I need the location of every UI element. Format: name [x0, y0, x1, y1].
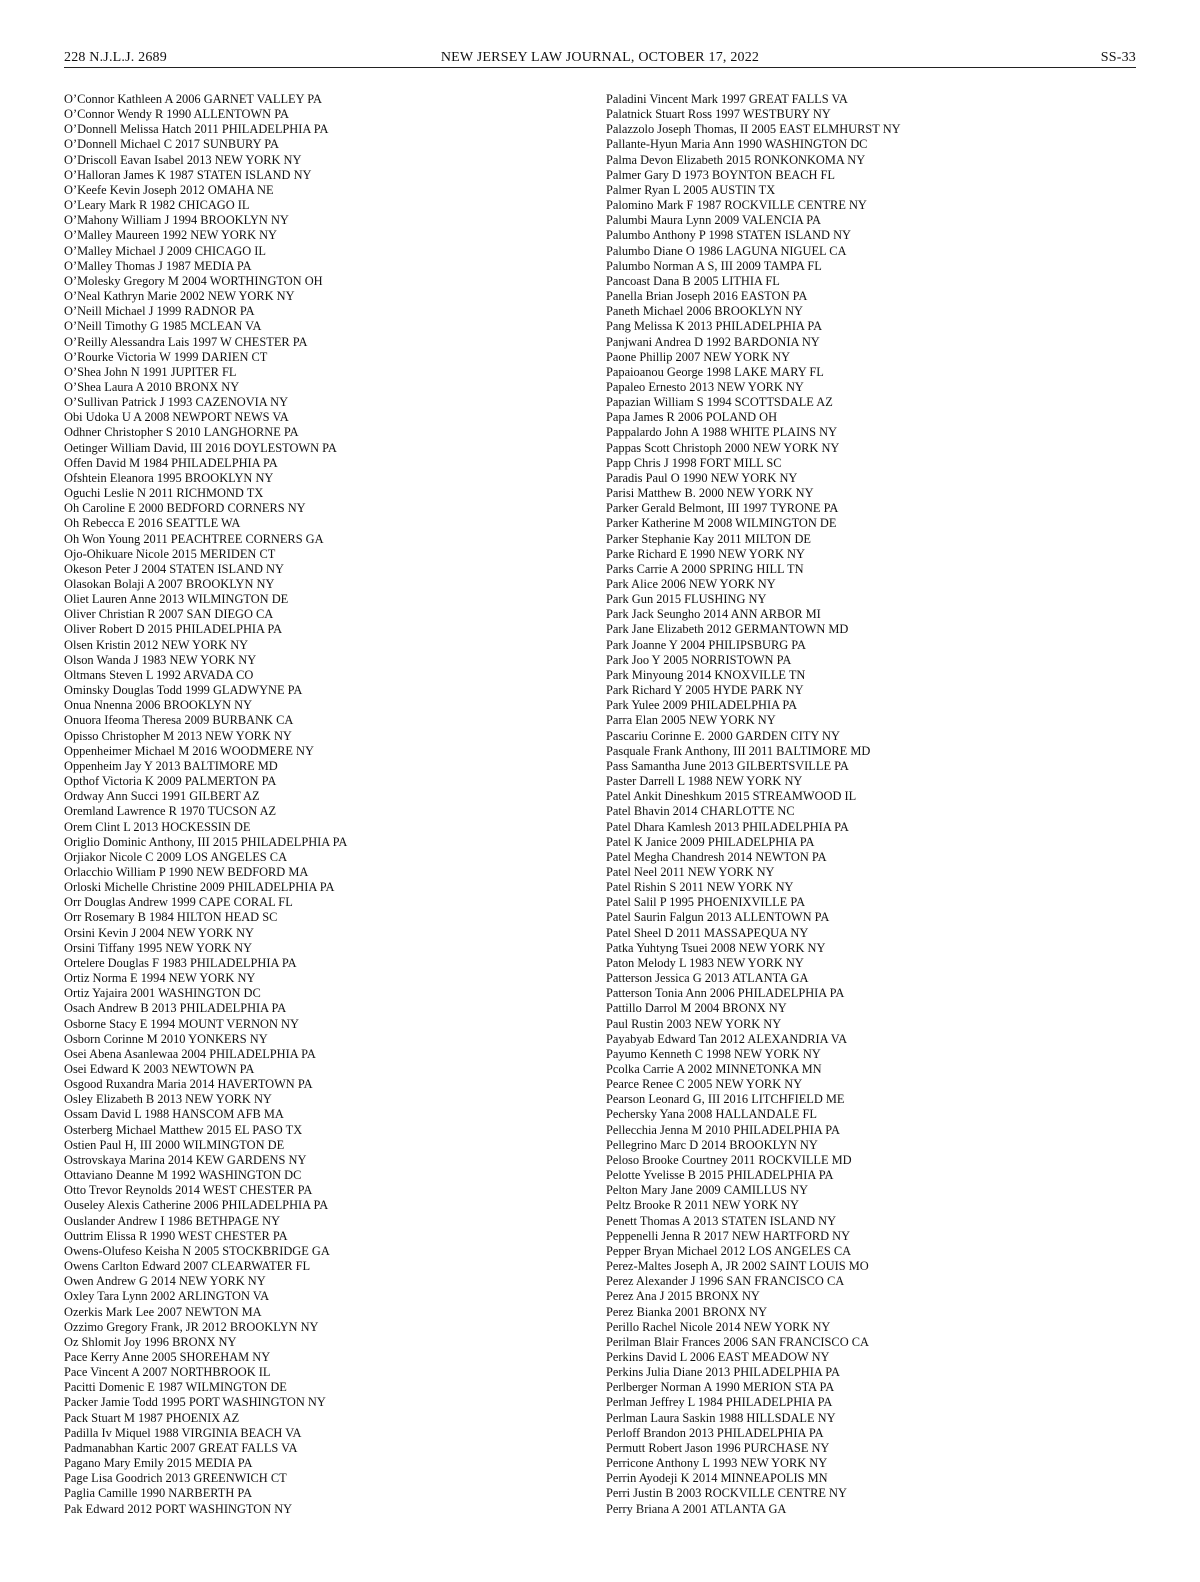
directory-entry: Oetinger William David, III 2016 DOYLESTOWN PA — [64, 440, 337, 455]
directory-entry: Oppenheimer Michael M 2016 WOODMERE NY — [64, 743, 314, 758]
directory-entry: Pellecchia Jenna M 2010 PHILADELPHIA PA — [606, 1122, 840, 1137]
directory-entry: O’Keefe Kevin Joseph 2012 OMAHA NE — [64, 182, 274, 197]
directory-entry: Orr Douglas Andrew 1999 CAPE CORAL FL — [64, 895, 293, 910]
directory-entry: O’Shea Laura A 2010 BRONX NY — [64, 379, 240, 394]
directory-entry: Orloski Michelle Christine 2009 PHILADELPHIA PA — [64, 880, 335, 895]
directory-entry: Obi Udoka U A 2008 NEWPORT NEWS VA — [64, 410, 289, 425]
directory-entry: Patel Saurin Falgun 2013 ALLENTOWN PA — [606, 910, 830, 925]
directory-entry: Palumbi Maura Lynn 2009 VALENCIA PA — [606, 213, 821, 228]
directory-entry: Palmer Ryan L 2005 AUSTIN TX — [606, 182, 776, 197]
directory-entry: Ominsky Douglas Todd 1999 GLADWYNE PA — [64, 683, 303, 698]
directory-entry: Park Alice 2006 NEW YORK NY — [606, 577, 776, 591]
directory-entry: Parke Richard E 1990 NEW YORK NY — [606, 546, 805, 561]
directory-entry: Patterson Tonia Ann 2006 PHILADELPHIA PA — [606, 986, 845, 1001]
directory-entry: O’Neill Michael J 1999 RADNOR PA — [64, 304, 255, 319]
directory-entry: Papp Chris J 1998 FORT MILL SC — [606, 455, 782, 470]
directory-entry: Papaioanou George 1998 LAKE MARY FL — [606, 364, 824, 379]
directory-entry: Owens Carlton Edward 2007 CLEARWATER FL — [64, 1259, 311, 1274]
directory-entry: Pappalardo John A 1988 WHITE PLAINS NY — [606, 425, 838, 440]
directory-entry: Ojo-Ohikuare Nicole 2015 MERIDEN CT — [64, 546, 276, 561]
directory-entry: Owens-Olufeso Keisha N 2005 STOCKBRIDGE GA — [64, 1243, 330, 1258]
directory-entry: Perlman Jeffrey L 1984 PHILADELPHIA PA — [606, 1395, 833, 1410]
directory-entry: Pallante-Hyun Maria Ann 1990 WASHINGTON DC — [606, 137, 868, 152]
directory-entry: Pellegrino Marc D 2014 BROOKLYN NY — [606, 1137, 818, 1152]
directory-entry: Parisi Matthew B. 2000 NEW YORK NY — [606, 486, 814, 501]
directory-entry: Page Lisa Goodrich 2013 GREENWICH CT — [64, 1471, 287, 1486]
directory-entry: Orlacchio William P 1990 NEW BEDFORD MA — [64, 864, 309, 879]
directory-entry: Peppenelli Jenna R 2017 NEW HARTFORD NY — [606, 1228, 851, 1243]
directory-entry: Pace Vincent A 2007 NORTHBROOK IL — [64, 1365, 271, 1380]
directory-entry: Pattillo Darrol M 2004 BRONX NY — [606, 1001, 787, 1016]
directory-entry: Paul Rustin 2003 NEW YORK NY — [606, 1016, 782, 1031]
header-rule — [64, 67, 1136, 68]
directory-entry: Pagano Mary Emily 2015 MEDIA PA — [64, 1456, 253, 1471]
page-header — [64, 50, 1136, 68]
directory-entry: Ouseley Alexis Catherine 2006 PHILADELPHIA PA — [64, 1198, 329, 1213]
directory-entry: Opthof Victoria K 2009 PALMERTON PA — [64, 774, 277, 789]
directory-entry: Palomino Mark F 1987 ROCKVILLE CENTRE NY — [606, 198, 867, 213]
directory-entry: Orjiakor Nicole C 2009 LOS ANGELES CA — [64, 849, 288, 864]
directory-entry: Outtrim Elissa R 1990 WEST CHESTER PA — [64, 1228, 288, 1243]
directory-entry: Oxley Tara Lynn 2002 ARLINGTON VA — [64, 1289, 270, 1304]
directory-entry: Osley Elizabeth B 2013 NEW YORK NY — [64, 1092, 272, 1107]
directory-entry: O’Halloran James K 1987 STATEN ISLAND NY — [64, 167, 312, 182]
directory-entry: Patel Ankit Dineshkum 2015 STREAMWOOD IL — [606, 789, 857, 804]
directory-entry: Patel Neel 2011 NEW YORK NY — [606, 864, 775, 879]
directory-entry: O’Donnell Melissa Hatch 2011 PHILADELPHIA PA — [64, 122, 329, 137]
directory-entry: Perlman Laura Saskin 1988 HILLSDALE NY — [606, 1410, 836, 1425]
directory-entry: Pacitti Domenic E 1987 WILMINGTON DE — [64, 1380, 287, 1395]
directory-entry: Ostrovskaya Marina 2014 KEW GARDENS NY — [64, 1152, 307, 1167]
directory-entry: Osterberg Michael Matthew 2015 EL PASO TX — [64, 1122, 303, 1137]
directory-entry: Olsen Kristin 2012 NEW YORK NY — [64, 637, 249, 652]
directory-entry: Palatnick Stuart Ross 1997 WESTBURY NY — [606, 107, 831, 122]
directory-entry: Orr Rosemary B 1984 HILTON HEAD SC — [64, 910, 278, 925]
directory-entry: O’Malley Michael J 2009 CHICAGO IL — [64, 243, 267, 258]
directory-entry: Offen David M 1984 PHILADELPHIA PA — [64, 455, 278, 470]
directory-entry: Osei Abena Asanlewaa 2004 PHILADELPHIA PA — [64, 1046, 316, 1061]
directory-entry: Pack Stuart M 1987 PHOENIX AZ — [64, 1410, 240, 1425]
directory-entry: Perkins Julia Diane 2013 PHILADELPHIA PA — [606, 1365, 840, 1380]
directory-entry: Parker Katherine M 2008 WILMINGTON DE — [606, 516, 837, 531]
directory-entry: Patel Rishin S 2011 NEW YORK NY — [606, 880, 794, 895]
directory-entry: Peloso Brooke Courtney 2011 ROCKVILLE MD — [606, 1152, 852, 1167]
directory-entry: Oppenheim Jay Y 2013 BALTIMORE MD — [64, 758, 278, 773]
directory-entry: Owen Andrew G 2014 NEW YORK NY — [64, 1274, 266, 1289]
directory-entry: Papazian William S 1994 SCOTTSDALE AZ — [606, 395, 833, 410]
directory-entry: Patel Megha Chandresh 2014 NEWTON PA — [606, 849, 827, 864]
directory-entry: Ortiz Yajaira 2001 WASHINGTON DC — [64, 986, 261, 1001]
directory-entry: Odhner Christopher S 2010 LANGHORNE PA — [64, 425, 299, 440]
directory-entry: Perrin Ayodeji K 2014 MINNEAPOLIS MN — [606, 1471, 828, 1486]
directory-entry: Oliver Christian R 2007 SAN DIEGO CA — [64, 607, 274, 622]
directory-entry: Orem Clint L 2013 HOCKESSIN DE — [64, 819, 251, 834]
directory-entry: Ostien Paul H, III 2000 WILMINGTON DE — [64, 1137, 285, 1152]
publication-title: NEW JERSEY LAW JOURNAL, OCTOBER 17, 2022 — [440, 50, 760, 65]
directory-entry: Patterson Jessica G 2013 ATLANTA GA — [606, 971, 809, 986]
directory-entry: Palumbo Diane O 1986 LAGUNA NIGUEL CA — [606, 243, 847, 258]
directory-entry: Pelotte Yvelisse B 2015 PHILADELPHIA PA — [606, 1168, 834, 1183]
directory-entry: Patka Yuhtyng Tsuei 2008 NEW YORK NY — [606, 940, 826, 955]
directory-entry: Padilla Iv Miquel 1988 VIRGINIA BEACH VA — [64, 1425, 302, 1440]
directory-entry: Okeson Peter J 2004 STATEN ISLAND NY — [64, 561, 284, 576]
directory-entry: Panella Brian Joseph 2016 EASTON PA — [606, 289, 808, 304]
directory-entry: Onuora Ifeoma Theresa 2009 BURBANK CA — [64, 713, 294, 728]
directory-entry: Patel Salil P 1995 PHOENIXVILLE PA — [606, 895, 806, 910]
directory-entry: Patel K Janice 2009 PHILADELPHIA PA — [606, 834, 815, 849]
directory-entry: O’Neal Kathryn Marie 2002 NEW YORK NY — [64, 289, 295, 304]
directory-entry: Orsini Tiffany 1995 NEW YORK NY — [64, 940, 253, 955]
directory-entry: Ottaviano Deanne M 1992 WASHINGTON DC — [64, 1168, 302, 1183]
directory-entry: Ortelere Douglas F 1983 PHILADELPHIA PA — [64, 955, 297, 970]
directory-entry: Perri Justin B 2003 ROCKVILLE CENTRE NY — [606, 1486, 847, 1501]
directory-entry: Pancoast Dana B 2005 LITHIA FL — [606, 273, 780, 288]
directory-entry: Paglia Camille 1990 NARBERTH PA — [64, 1486, 253, 1501]
directory-entry: Opisso Christopher M 2013 NEW YORK NY — [64, 728, 292, 743]
directory-entry: Payumo Kenneth C 1998 NEW YORK NY — [606, 1046, 821, 1061]
directory-entry: Osei Edward K 2003 NEWTOWN PA — [64, 1062, 255, 1076]
volume-citation: 228 N.J.L.J. 2689 — [64, 50, 167, 65]
directory-entry: Palumbo Anthony P 1998 STATEN ISLAND NY — [606, 228, 851, 243]
directory-entry: Oliver Robert D 2015 PHILADELPHIA PA — [64, 622, 283, 637]
directory-entry: Ortiz Norma E 1994 NEW YORK NY — [64, 971, 256, 986]
directory-entry: Paradis Paul O 1990 NEW YORK NY — [606, 470, 798, 485]
directory-entry: Palma Devon Elizabeth 2015 RONKONKOMA NY — [606, 152, 866, 167]
directory-entry: Permutt Robert Jason 1996 PURCHASE NY — [606, 1440, 830, 1455]
directory-entry: O’Rourke Victoria W 1999 DARIEN CT — [64, 349, 268, 364]
directory-entry: Pearson Leonard G, III 2016 LITCHFIELD ME — [606, 1092, 845, 1107]
directory-entry: Pasquale Frank Anthony, III 2011 BALTIMORE MD — [606, 743, 871, 758]
directory-entry: Origlio Dominic Anthony, III 2015 PHILADELPHIA PA — [64, 834, 348, 849]
directory-entry: Pappas Scott Christoph 2000 NEW YORK NY — [606, 440, 840, 455]
directory-entry: Paton Melody L 1983 NEW YORK NY — [606, 955, 804, 970]
directory-entry: Palazzolo Joseph Thomas, II 2005 EAST ELMHURST NY — [606, 122, 901, 137]
directory-entry: Pace Kerry Anne 2005 SHOREHAM NY — [64, 1349, 271, 1364]
directory-entry: Pepper Bryan Michael 2012 LOS ANGELES CA — [606, 1243, 852, 1258]
directory-entry: O’Malley Maureen 1992 NEW YORK NY — [64, 228, 278, 243]
directory-entry: Orsini Kevin J 2004 NEW YORK NY — [64, 925, 254, 940]
directory-entry: O’Molesky Gregory M 2004 WORTHINGTON OH — [64, 273, 323, 288]
directory-entry: Park Jack Seungho 2014 ANN ARBOR MI — [606, 607, 821, 622]
page-number: SS-33 — [1100, 50, 1136, 65]
directory-entry: O’Donnell Michael C 2017 SUNBURY PA — [64, 137, 279, 152]
directory-entry: Perloff Brandon 2013 PHILADELPHIA PA — [606, 1425, 824, 1440]
directory-entry: Paone Phillip 2007 NEW YORK NY — [606, 349, 791, 364]
directory-entry: Pelton Mary Jane 2009 CAMILLUS NY — [606, 1183, 809, 1198]
directory-entry: Parker Stephanie Kay 2011 MILTON DE — [606, 531, 811, 546]
directory-entry: Patel Dhara Kamlesh 2013 PHILADELPHIA PA — [606, 819, 849, 834]
directory-entry: O’Shea John N 1991 JUPITER FL — [64, 364, 237, 379]
directory-entry: Pang Melissa K 2013 PHILADELPHIA PA — [606, 319, 823, 334]
directory-entry: Oremland Lawrence R 1970 TUCSON AZ — [64, 804, 277, 819]
directory-entry: Olson Wanda J 1983 NEW YORK NY — [64, 652, 257, 667]
directory-entry: O’Connor Kathleen A 2006 GARNET VALLEY PA — [64, 92, 322, 106]
directory-entry: Pass Samantha June 2013 GILBERTSVILLE PA — [606, 758, 849, 773]
directory-entry: Palmer Gary D 1973 BOYNTON BEACH FL — [606, 167, 835, 182]
directory-entry: O’Mahony William J 1994 BROOKLYN NY — [64, 213, 289, 228]
directory-entry: Ordway Ann Succi 1991 GILBERT AZ — [64, 789, 260, 804]
directory-entry: Oh Caroline E 2000 BEDFORD CORNERS NY — [64, 501, 306, 516]
directory-entry: Ofshtein Eleanora 1995 BROOKLYN NY — [64, 470, 274, 485]
directory-entry: Penett Thomas A 2013 STATEN ISLAND NY — [606, 1213, 837, 1228]
directory-entry: Ozzimo Gregory Frank, JR 2012 BROOKLYN NY — [64, 1319, 319, 1334]
directory-entry: Oh Rebecca E 2016 SEATTLE WA — [64, 516, 241, 531]
directory-entry: Oh Won Young 2011 PEACHTREE CORNERS GA — [64, 531, 324, 546]
directory-entry: Olasokan Bolaji A 2007 BROOKLYN NY — [64, 577, 275, 591]
directory-entry: Perkins David L 2006 EAST MEADOW NY — [606, 1349, 830, 1364]
directory-entry: Ouslander Andrew I 1986 BETHPAGE NY — [64, 1213, 281, 1228]
directory-entry: Perlberger Norman A 1990 MERION STA PA — [606, 1380, 835, 1395]
directory-entry: Payabyab Edward Tan 2012 ALEXANDRIA VA — [606, 1031, 848, 1046]
directory-entry: Perry Briana A 2001 ATLANTA GA — [606, 1501, 787, 1516]
directory-entry: Pearce Renee C 2005 NEW YORK NY — [606, 1077, 803, 1092]
directory-entry: O’Sullivan Patrick J 1993 CAZENOVIA NY — [64, 395, 289, 410]
directory-entry: Packer Jamie Todd 1995 PORT WASHINGTON NY — [64, 1395, 326, 1410]
directory-entry: Otto Trevor Reynolds 2014 WEST CHESTER PA — [64, 1183, 313, 1198]
directory-entry: Perricone Anthony L 1993 NEW YORK NY — [606, 1456, 828, 1471]
directory-entry: Papa James R 2006 POLAND OH — [606, 410, 778, 425]
directory-entry: Osborne Stacy E 1994 MOUNT VERNON NY — [64, 1016, 299, 1031]
directory-entry: Park Jane Elizabeth 2012 GERMANTOWN MD — [606, 622, 849, 637]
directory-entry: Onua Nnenna 2006 BROOKLYN NY — [64, 698, 253, 713]
directory-entry: Patel Bhavin 2014 CHARLOTTE NC — [606, 804, 795, 819]
directory-entry: Pak Edward 2012 PORT WASHINGTON NY — [64, 1501, 293, 1516]
directory-entry: O’Reilly Alessandra Lais 1997 W CHESTER PA — [64, 334, 308, 349]
directory-entry: Perillo Rachel Nicole 2014 NEW YORK NY — [606, 1319, 831, 1334]
directory-entry: O’Driscoll Eavan Isabel 2013 NEW YORK NY — [64, 152, 302, 167]
directory-entry: Park Yulee 2009 PHILADELPHIA PA — [606, 698, 798, 713]
directory-entry: Paladini Vincent Mark 1997 GREAT FALLS VA — [606, 92, 848, 106]
directory-entry: Panjwani Andrea D 1992 BARDONIA NY — [606, 334, 820, 349]
directory-entry: Paneth Michael 2006 BROOKLYN NY — [606, 304, 803, 319]
directory-entry: Park Gun 2015 FLUSHING NY — [606, 592, 767, 607]
directory-entry: Park Minyoung 2014 KNOXVILLE TN — [606, 667, 806, 682]
directory-entry: Oz Shlomit Joy 1996 BRONX NY — [64, 1334, 237, 1349]
directory-entry: Palumbo Norman A S, III 2009 TAMPA FL — [606, 258, 822, 273]
directory-entry: Pcolka Carrie A 2002 MINNETONKA MN — [606, 1062, 822, 1076]
directory-entry: Oguchi Leslie N 2011 RICHMOND TX — [64, 486, 264, 501]
directory-entry: Pechersky Yana 2008 HALLANDALE FL — [606, 1107, 817, 1122]
left-column — [64, 92, 584, 1517]
directory-entry: Ozerkis Mark Lee 2007 NEWTON MA — [64, 1304, 262, 1319]
directory-entry: Perez Ana J 2015 BRONX NY — [606, 1289, 760, 1304]
directory-entry: Papaleo Ernesto 2013 NEW YORK NY — [606, 379, 804, 394]
directory-entry: Oliet Lauren Anne 2013 WILMINGTON DE — [64, 592, 289, 607]
directory-entry: Park Joo Y 2005 NORRISTOWN PA — [606, 652, 792, 667]
right-column — [606, 92, 1126, 1517]
directory-entry: Paster Darrell L 1988 NEW YORK NY — [606, 774, 803, 789]
directory-entry: Perez-Maltes Joseph A, JR 2002 SAINT LOUIS MO — [606, 1259, 869, 1274]
directory-entry: Perilman Blair Frances 2006 SAN FRANCISCO CA — [606, 1334, 869, 1349]
directory-entry: Park Richard Y 2005 HYDE PARK NY — [606, 683, 804, 698]
directory-entry: Patel Sheel D 2011 MASSAPEQUA NY — [606, 925, 809, 940]
directory-entry: Parker Gerald Belmont, III 1997 TYRONE PA — [606, 501, 839, 516]
directory-entry: Parks Carrie A 2000 SPRING HILL TN — [606, 561, 804, 576]
directory-entry: Parra Elan 2005 NEW YORK NY — [606, 713, 776, 728]
directory-entry: Park Joanne Y 2004 PHILIPSBURG PA — [606, 637, 806, 652]
directory-entry: Oltmans Steven L 1992 ARVADA CO — [64, 667, 254, 682]
directory-entry: Padmanabhan Kartic 2007 GREAT FALLS VA — [64, 1440, 298, 1455]
directory-entry: Perez Bianka 2001 BRONX NY — [606, 1304, 768, 1319]
directory-entry: O’Connor Wendy R 1990 ALLENTOWN PA — [64, 107, 289, 122]
directory-entry: O’Neill Timothy G 1985 MCLEAN VA — [64, 319, 262, 334]
directory-entry: Osborn Corinne M 2010 YONKERS NY — [64, 1031, 268, 1046]
directory-entry: Osach Andrew B 2013 PHILADELPHIA PA — [64, 1001, 287, 1016]
directory-entry: O’Leary Mark R 1982 CHICAGO IL — [64, 198, 250, 213]
directory-entry: O’Malley Thomas J 1987 MEDIA PA — [64, 258, 252, 273]
directory-entry: Perez Alexander J 1996 SAN FRANCISCO CA — [606, 1274, 845, 1289]
directory-entry: Peltz Brooke R 2011 NEW YORK NY — [606, 1198, 799, 1213]
directory-entry: Ossam David L 1988 HANSCOM AFB MA — [64, 1107, 284, 1122]
directory-entry: Pascariu Corinne E. 2000 GARDEN CITY NY — [606, 728, 840, 743]
directory-entry: Osgood Ruxandra Maria 2014 HAVERTOWN PA — [64, 1077, 313, 1092]
